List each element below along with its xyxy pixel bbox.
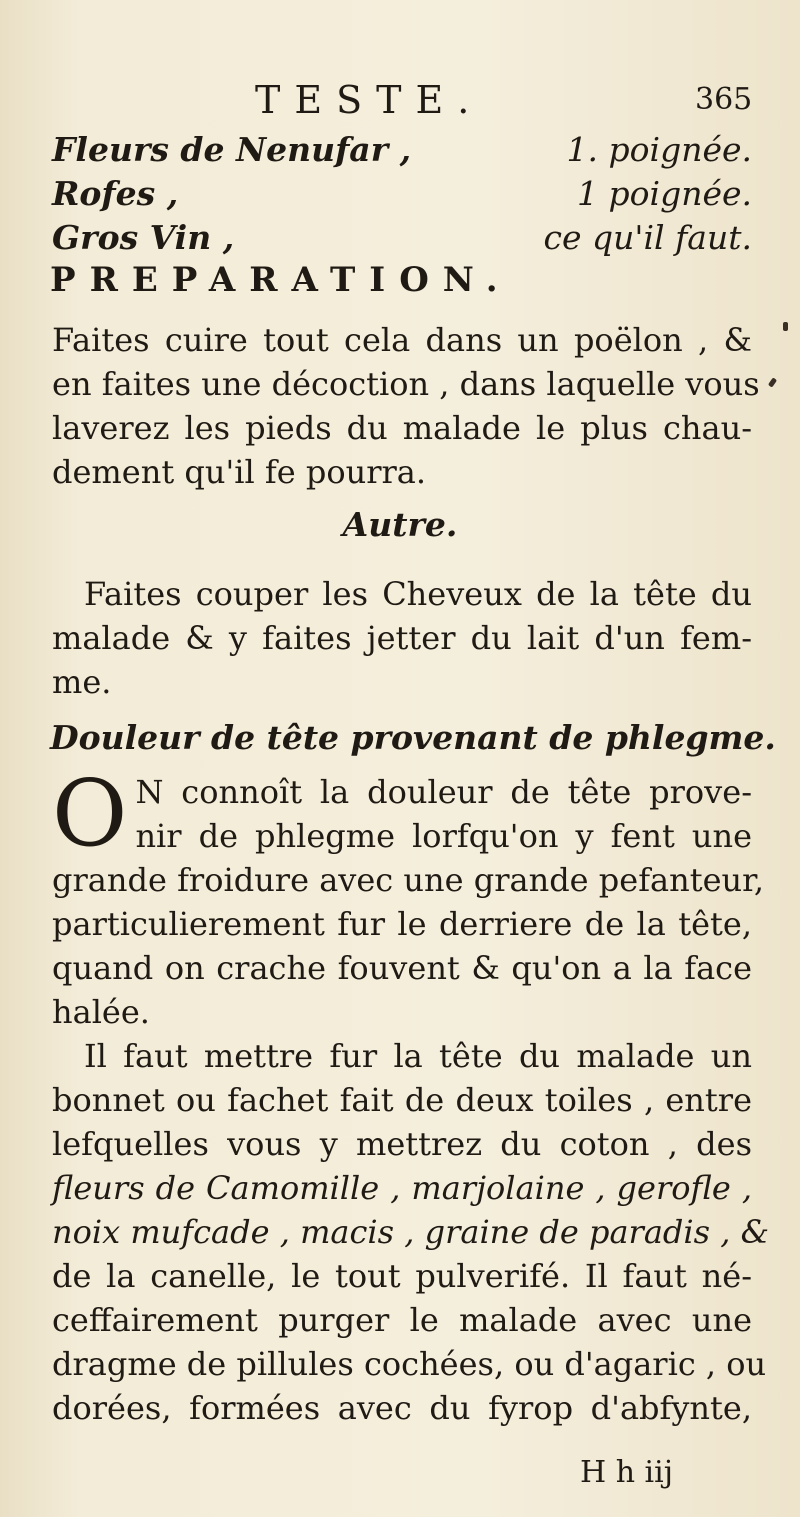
signature-mark: H h iij xyxy=(580,1455,674,1490)
ink-speck xyxy=(783,322,788,331)
text-line: lefquelles vous y mettrez du coton , des xyxy=(52,1125,752,1163)
ingredient-row xyxy=(52,128,752,172)
preparation-heading: PREPARATION. xyxy=(50,260,512,300)
text-line: halée. xyxy=(52,993,150,1031)
drop-cap: O xyxy=(52,760,128,867)
text-line: dragme de pillules cochées, ou d'agaric , ou xyxy=(52,1345,767,1383)
text-line: nir de phlegme lorfqu'on y fent une xyxy=(135,817,752,855)
text-line: Faites cuire tout cela dans un poëlon , & xyxy=(52,321,752,359)
text-line: particulierement fur le derriere de la tête, xyxy=(52,905,752,943)
text-line: noix mufcade , macis , graine de paradis , & xyxy=(52,1213,770,1251)
text-line: fleurs de Camomille , marjolaine , gerofle , xyxy=(52,1169,752,1207)
ink-speck xyxy=(768,377,777,387)
ingredient-list xyxy=(52,128,752,260)
ingredient-quantity: 1 poignée. xyxy=(577,174,752,213)
ingredient-name: Gros Vin , xyxy=(52,218,235,257)
page-number: 365 xyxy=(695,82,753,117)
text-line: ceffairement purger le malade avec une xyxy=(52,1301,752,1339)
text-line: en faites une décoction , dans laquelle vous xyxy=(52,365,760,403)
ingredient-name: Rofes , xyxy=(52,174,179,213)
autre-paragraph xyxy=(52,572,752,704)
text-line: de la canelle, le tout pulverifé. Il faut né- xyxy=(52,1257,752,1295)
text-line: quand on crache fouvent & qu'on a la face xyxy=(52,949,752,987)
text-line: bonnet ou fachet fait de deux toiles , entre xyxy=(52,1081,752,1119)
preparation-paragraph xyxy=(52,318,760,494)
ingredient-row xyxy=(52,216,752,260)
ingredient-name: Fleurs de Nenufar , xyxy=(52,130,412,169)
running-head: TESTE. xyxy=(255,78,484,122)
text-line: malade & y faites jetter du lait d'un fem- xyxy=(52,619,752,657)
text-line: dement qu'il fe pourra. xyxy=(52,453,427,491)
douleur-heading: Douleur de tête provenant de phlegme. xyxy=(50,718,776,757)
text-line: Faites couper les Cheveux de la tête du xyxy=(84,575,752,613)
text-line: grande froidure avec une grande pefanteur, xyxy=(52,861,765,899)
ingredient-quantity: 1. poignée. xyxy=(566,130,752,169)
douleur-paragraph xyxy=(52,760,770,1430)
text-line: dorées, formées avec du fyrop d'abfynte, xyxy=(52,1389,752,1427)
text-line: Il faut mettre fur la tête du malade un xyxy=(84,1037,752,1075)
text-line: N connoît la douleur de tête prove- xyxy=(135,773,752,811)
text-line: me. xyxy=(52,663,112,701)
autre-heading: Autre. xyxy=(342,505,458,544)
ingredient-quantity: ce qu'il faut. xyxy=(543,218,752,257)
text-line: laverez les pieds du malade le plus chau- xyxy=(52,409,752,447)
ingredient-row xyxy=(52,172,752,216)
